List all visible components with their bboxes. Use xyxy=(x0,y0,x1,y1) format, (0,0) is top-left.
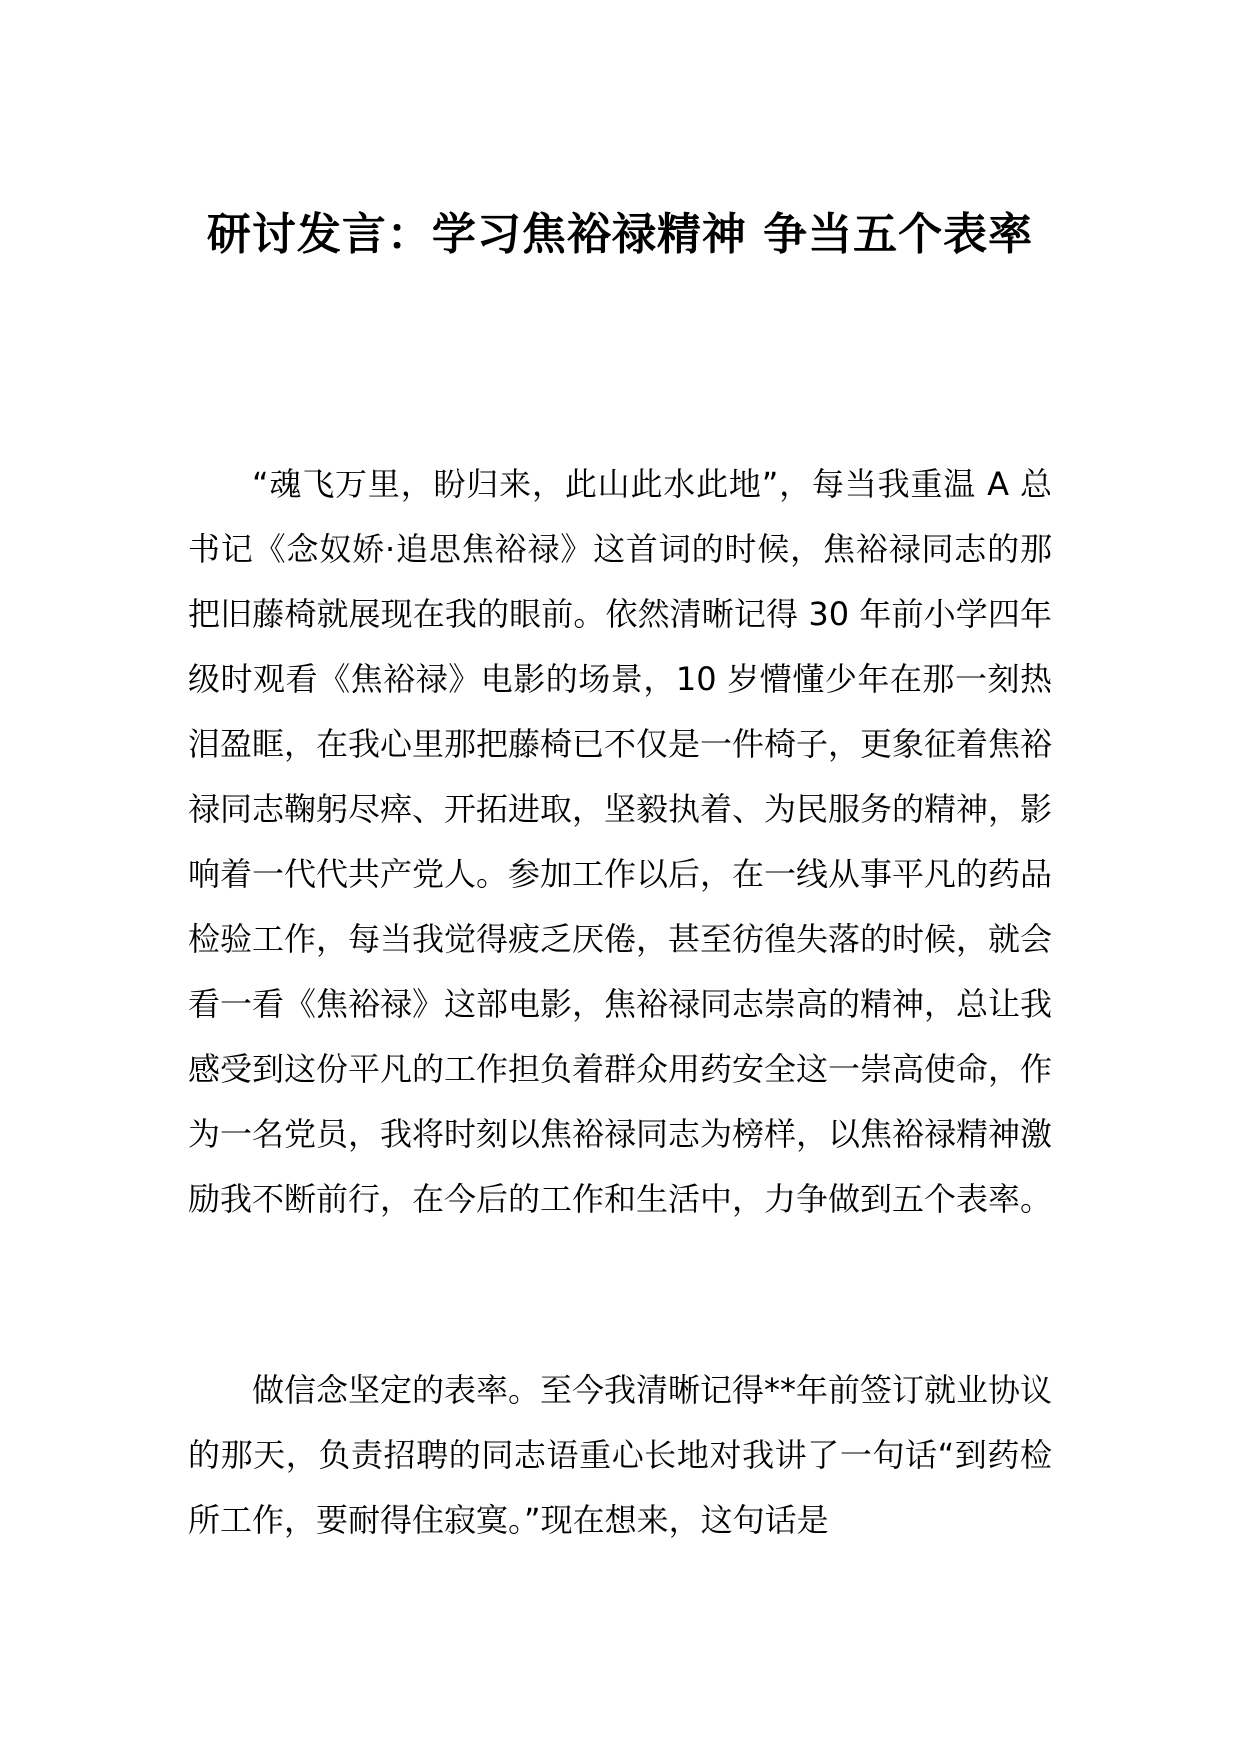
paragraph-2: 做信念坚定的表率。至今我清晰记得**年前签订就业协议的那天，负责招聘的同志语重心长地对我讲了一句话“到药检所工作，要耐得住寂寞。”现在想来，这句话是 xyxy=(188,1371,1053,1539)
paragraph-1: “魂飞万里，盼归来，此山此水此地”，每当我重温 A 总书记《念奴娇·追思焦裕禄》这首词的时候，焦裕禄同志的那把旧藤椅就展现在我的眼前。依然清晰记得 30 年前小学四年级时观看《焦裕禄》电影的场景，10 岁懵懂少年在那一刻热泪盈眶，在我心里那把藤椅已不仅是一件椅子，更象征着焦裕禄同志鞠躬尽瘁、开拓进取，坚毅执着、为民服务的精神，影响着一代代共产党人。参加工作以后，在一线从事平凡的药品检验工作，每当我觉得疲乏厌倦，甚至彷徨失落的时候，就会看一看《焦裕禄》这部电影，焦裕禄同志崇高的精神，总让我感受到这份平凡的工作担负着群众用药安全这一崇高使命，作为一名党员，我将时刻以焦裕禄同志为榜样，以焦裕禄精神激励我不断前行，在今后的工作和生活中，力争做到五个表率。 xyxy=(188,465,1053,1218)
document-title: 研讨发言：学习焦裕禄精神 争当五个表率 xyxy=(206,209,1034,260)
